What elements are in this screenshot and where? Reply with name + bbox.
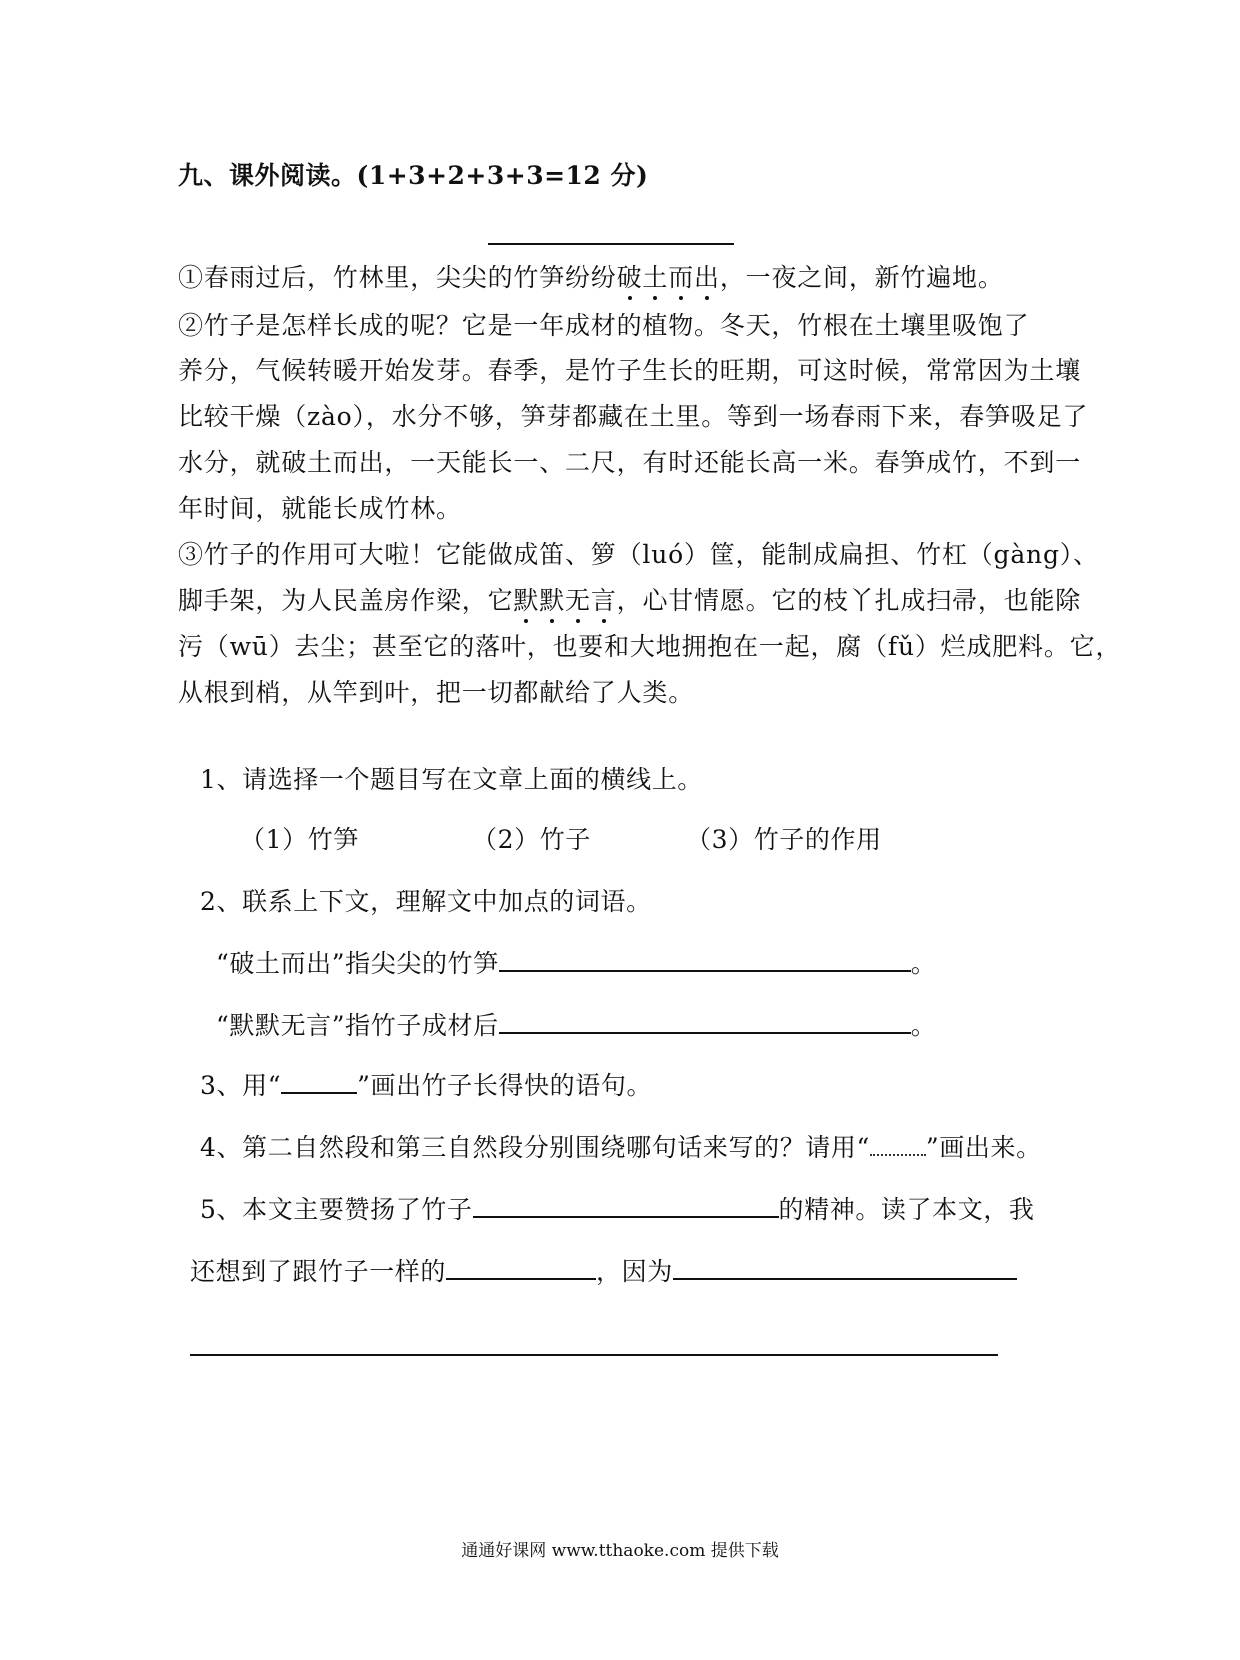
- dotted-char: 出: [694, 258, 720, 294]
- section-heading: 九、课外阅读。(1+3+2+3+3=12 分): [178, 161, 649, 190]
- answer-line-full[interactable]: [190, 1354, 998, 1356]
- question-2: 2、联系上下文，理解文中加点的词语。: [200, 887, 652, 916]
- answer-blank[interactable]: [499, 1010, 911, 1034]
- answer-blank[interactable]: [499, 948, 911, 972]
- straight-line-mark: [281, 1070, 357, 1094]
- paragraph-2-line-2: 养分，气候转暖开始发芽。春季，是竹子生长的旺期，可这时候，常常因为土壤: [178, 356, 1082, 385]
- dotted-char: 土: [642, 258, 668, 294]
- dotted-char: 默: [539, 581, 565, 617]
- question-5-continued: 还想到了跟竹子一样的 ，因为: [190, 1252, 1017, 1288]
- paragraph-2-line-4: 水分，就破土而出，一天能长一、二尺，有时还能长高一米。春笋成竹，不到一: [178, 448, 1082, 477]
- question-1: 1、请选择一个题目写在文章上面的横线上。: [200, 765, 703, 794]
- paragraph-3-line-4: 从根到梢，从竿到叶，把一切都献给了人类。: [178, 678, 695, 707]
- paragraph-3-line-2: 脚手架，为人民盖房作梁，它默默无言，心甘情愿。它的枝丫扎成扫帚，也能除: [178, 581, 1081, 617]
- paragraph-2-line-5: 年时间，就能长成竹林。: [178, 494, 462, 523]
- answer-blank[interactable]: [446, 1256, 596, 1280]
- title-answer-line: [488, 243, 734, 245]
- question-4: 4、第二自然段和第三自然段分别围绕哪句话来写的？请用“ ”画出来。: [200, 1133, 1042, 1162]
- q1-option-2: （2）竹子: [472, 825, 591, 854]
- paragraph-2-line-1: ②竹子是怎样长成的呢？它是一年成材的植物。冬天，竹根在土壤里吸饱了: [178, 311, 1030, 340]
- dotted-char: 破: [617, 258, 643, 294]
- dotted-char: 而: [668, 258, 694, 294]
- wavy-line-mark: [870, 1140, 926, 1156]
- paragraph-2-line-3: 比较干燥（zào），水分不够，笋芽都藏在土里。等到一场春雨下来，春笋吸足了: [178, 402, 1089, 431]
- dotted-char: 默: [513, 581, 539, 617]
- paragraph-3-line-1: ③竹子的作用可大啦！它能做成笛、箩（luó）筐，能制成扁担、竹杠（gàng）、: [178, 540, 1099, 569]
- answer-blank[interactable]: [473, 1194, 779, 1218]
- question-2b: “默默无言”指竹子成材后 。: [216, 1011, 937, 1040]
- q1-option-3: （3）竹子的作用: [686, 825, 882, 854]
- dotted-char: 言: [591, 581, 617, 617]
- answer-blank[interactable]: [673, 1256, 1017, 1280]
- paragraph-1: ①春雨过后，竹林里，尖尖的竹笋纷纷破土而出，一夜之间，新竹遍地。: [178, 258, 1004, 294]
- question-5: 5、本文主要赞扬了竹子 的精神。读了本文，我: [200, 1195, 1035, 1224]
- q1-option-1: （1）竹笋: [240, 825, 359, 854]
- footer-credit: 通通好课网 www.tthaoke.com 提供下载: [461, 1541, 779, 1561]
- question-2a: “破土而出”指尖尖的竹笋 。: [216, 949, 937, 978]
- question-3: 3、用“ ”画出竹子长得快的语句。: [200, 1071, 653, 1100]
- paragraph-3-line-3: 污（wū）去尘；甚至它的落叶，也要和大地拥抱在一起，腐（fǔ）烂成肥料。它，: [178, 632, 1122, 661]
- dotted-char: 无: [565, 581, 591, 617]
